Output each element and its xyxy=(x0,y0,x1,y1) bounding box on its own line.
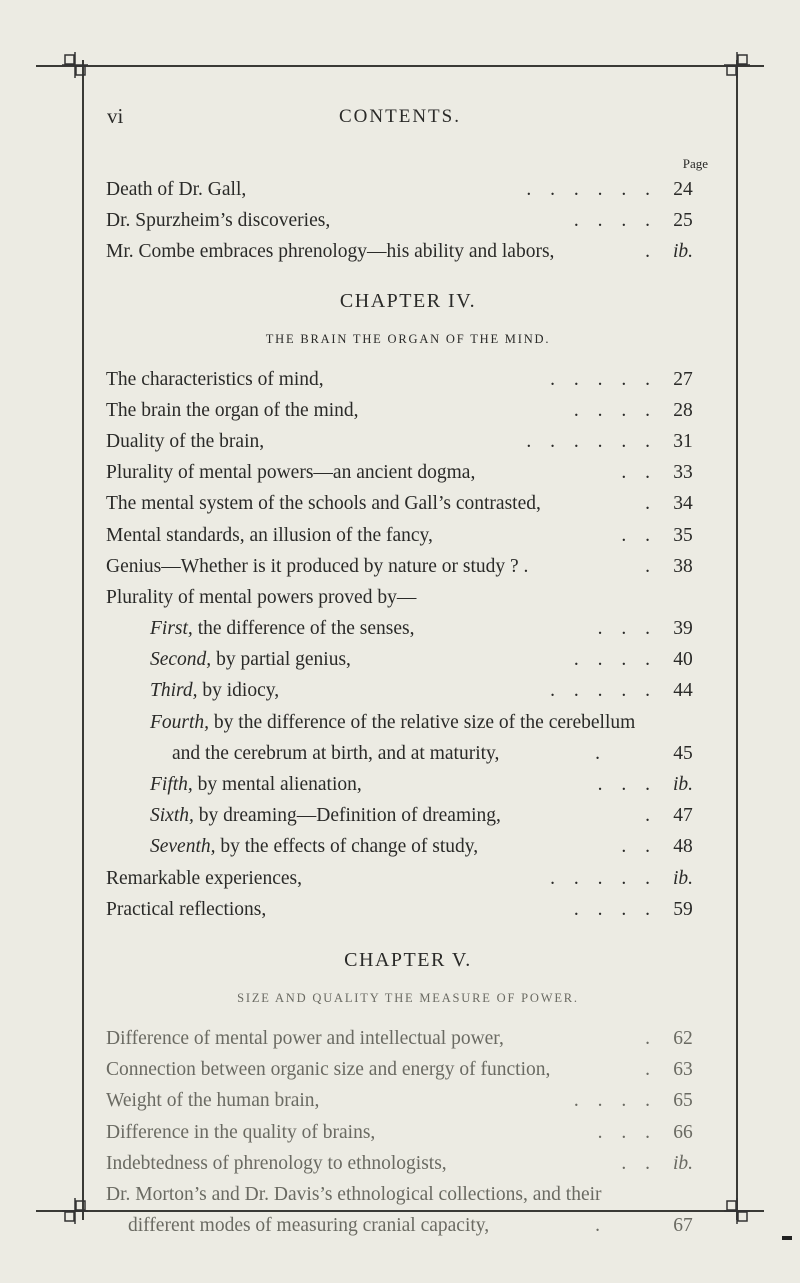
toc-entry-page: 27 xyxy=(673,368,693,390)
toc-entry xyxy=(106,863,710,894)
toc-entry-leader-dots: . xyxy=(645,1027,650,1049)
chapter-4-sub-entries xyxy=(106,613,710,707)
top-entries xyxy=(106,174,710,268)
toc-entry-page: 65 xyxy=(673,1090,693,1112)
toc-entry-text: Connection between organic size and energy of function, xyxy=(106,1059,551,1081)
toc-entry-leader-dots: . . . . xyxy=(573,1090,650,1112)
chapter-4-tail-entries xyxy=(106,863,710,925)
toc-entry-leader-dots: . . . xyxy=(597,1121,650,1143)
toc-entry xyxy=(106,205,710,236)
toc-entry-lead: Fifth, xyxy=(150,774,193,795)
contents-list xyxy=(106,156,710,1241)
toc-entry-text: Difference of mental power and intellectual power, xyxy=(106,1027,504,1049)
toc-entry-page: 33 xyxy=(673,462,693,484)
toc-entry-leader-dots: . . . . . xyxy=(550,680,650,702)
toc-entry-text: The brain the organ of the mind, xyxy=(106,399,359,421)
toc-entry xyxy=(106,457,710,488)
toc-entry xyxy=(106,831,710,862)
toc-entry-lead: Sixth, xyxy=(150,805,194,827)
toc-entry-text: Death of Dr. Gall, xyxy=(106,179,247,200)
toc-entry-title: by the effects of change of study, xyxy=(215,836,479,858)
toc-entry-text: The characteristics of mind, xyxy=(106,368,324,390)
running-head: CONTENTS. xyxy=(339,106,461,127)
toc-entry-leader-dots: . . . xyxy=(597,618,650,640)
toc-entry-page: ib. xyxy=(672,241,694,263)
toc-entry-leader-dots: . . xyxy=(621,1152,650,1174)
toc-entry-page: 66 xyxy=(673,1121,693,1143)
toc-entry-text: Genius—Whether is it produced by nature or study ? . xyxy=(106,555,529,577)
page-header xyxy=(0,104,800,134)
toc-entry xyxy=(106,894,710,925)
toc-entry-title: the difference of the senses, xyxy=(192,618,415,640)
chapter-4-subtitle: THE BRAIN THE ORGAN OF THE MIND. xyxy=(265,331,551,346)
toc-entry xyxy=(106,1023,710,1054)
toc-entry-leader-dots: . . . . xyxy=(573,898,650,920)
toc-entry-title: by dreaming—Definition of dreaming, xyxy=(193,805,501,827)
toc-entry xyxy=(106,520,710,551)
toc-entry-text: Remarkable experiences, xyxy=(106,867,302,889)
toc-entry-page: 62 xyxy=(673,1027,693,1049)
toc-entry-page: 44 xyxy=(673,680,693,702)
toc-entry-leader-dots: . . . xyxy=(597,774,650,795)
toc-entry-lead: Third, xyxy=(150,680,198,702)
page-edge-mark xyxy=(782,1236,792,1240)
toc-entry-page: 25 xyxy=(673,210,693,232)
top-right-ornament-icon xyxy=(724,52,750,78)
toc-entry-leader-dots: . . . . . xyxy=(550,368,650,390)
page-number: vi xyxy=(107,104,124,128)
toc-entry-lead: First, xyxy=(150,618,193,640)
toc-entry-text: Practical reflections, xyxy=(106,898,267,920)
toc-entry-text: Indebtedness of phrenology to ethnologists, xyxy=(106,1152,447,1174)
toc-entry xyxy=(106,1085,710,1116)
toc-entry xyxy=(106,551,710,582)
chapter-4-sub-entries-2 xyxy=(106,769,710,863)
chapter-5-entries xyxy=(106,1023,710,1179)
toc-entry-page: 59 xyxy=(673,898,693,920)
toc-entry xyxy=(106,1148,710,1179)
toc-entry-leader-dots: . xyxy=(645,241,650,263)
toc-entry xyxy=(106,236,710,267)
toc-entry-leader-dots: . xyxy=(645,1059,650,1081)
toc-entry-text: Weight of the human brain, xyxy=(106,1090,320,1112)
top-border-rule xyxy=(36,65,764,67)
toc-entry-page: 31 xyxy=(673,430,693,452)
chapter-5-subtitle: SIZE AND QUALITY THE MEASURE OF POWER. xyxy=(237,990,579,1005)
toc-entry-page: 63 xyxy=(673,1059,693,1081)
toc-entry xyxy=(106,1117,710,1148)
toc-entry-title: by partial genius, xyxy=(211,649,351,671)
toc-entry-leader-dots: . . . . xyxy=(573,210,650,232)
toc-entry xyxy=(106,644,710,675)
toc-entry xyxy=(106,395,710,426)
toc-entry-title: by idiocy, xyxy=(197,680,280,702)
bottom-left-ornament-icon xyxy=(62,1198,88,1224)
toc-entry-text: Plurality of mental powers—an ancient dogma, xyxy=(106,462,476,484)
toc-entry xyxy=(106,488,710,519)
toc-entry-text: Mr. Combe embraces phrenology—his ability and labors, xyxy=(106,241,555,263)
toc-entry-morton: Dr. Morton’s and Dr. Davis’s ethnological collections, and their different modes of measuring cranial capacity, . 67 xyxy=(106,1183,693,1237)
toc-entry-leader-dots: . . . . . . xyxy=(526,179,650,200)
toc-entry-leader-dots: . . xyxy=(621,462,650,484)
toc-entry-text: The mental system of the schools and Gall’s contrasted, xyxy=(106,493,541,515)
toc-entry-page: ib. xyxy=(672,867,694,889)
chapter-5-title: CHAPTER V. xyxy=(344,948,472,971)
toc-entry-page: 47 xyxy=(673,805,693,827)
toc-entry-text: Duality of the brain, xyxy=(106,430,265,452)
toc-entry-lead: Seventh, xyxy=(150,836,216,858)
toc-entry-leader-dots: . xyxy=(645,805,650,827)
left-border-rule xyxy=(82,60,84,1220)
toc-entry-leader-dots: . . xyxy=(621,836,650,858)
toc-entry xyxy=(106,675,710,706)
toc-entry-text: Mental standards, an illusion of the fancy, xyxy=(106,524,433,546)
toc-entry xyxy=(106,769,710,800)
page-column-label: Page xyxy=(682,156,708,171)
toc-entry-fourth: Fourth, by the difference of the relative size of the cerebellum and the cerebrum at birth, and at maturity, . 45 xyxy=(150,711,693,764)
toc-entry-leader-dots: . . . . xyxy=(573,649,650,671)
toc-entry-page: 24 xyxy=(673,179,693,200)
plurality-heading: Plurality of mental powers proved by— xyxy=(106,586,417,608)
toc-entry-page: ib. xyxy=(672,774,694,795)
chapter-4-title: CHAPTER IV. xyxy=(339,289,477,312)
toc-entry-page: 28 xyxy=(673,399,693,421)
top-left-ornament-icon xyxy=(62,52,88,78)
toc-entry-page: 39 xyxy=(673,618,693,640)
chapter-4-entries xyxy=(106,364,710,582)
toc-entry-page: ib. xyxy=(672,1152,694,1174)
toc-entry-title: by mental alienation, xyxy=(192,774,362,795)
toc-entry-page: 48 xyxy=(673,836,693,858)
toc-entry xyxy=(106,174,710,205)
toc-entry-leader-dots: . . . . xyxy=(573,399,650,421)
bottom-right-ornament-icon xyxy=(724,1198,750,1224)
toc-entry-leader-dots: . . xyxy=(621,524,650,546)
toc-entry xyxy=(106,364,710,395)
toc-entry-leader-dots: . . . . . xyxy=(550,867,650,889)
toc-entry xyxy=(106,1054,710,1085)
toc-entry-page: 34 xyxy=(673,493,693,515)
toc-entry-text: Difference in the quality of brains, xyxy=(106,1121,376,1143)
toc-entry xyxy=(106,613,710,644)
toc-entry-page: 40 xyxy=(673,649,693,671)
toc-entry-lead: Second, xyxy=(150,649,212,671)
right-border-rule xyxy=(736,60,738,1220)
toc-entry-leader-dots: . xyxy=(645,555,650,577)
toc-entry-text: Dr. Spurzheim’s discoveries, xyxy=(106,210,331,232)
toc-entry-leader-dots: . . . . . . xyxy=(526,430,650,452)
toc-entry-leader-dots: . xyxy=(645,493,650,515)
toc-entry xyxy=(106,426,710,457)
toc-entry-page: 38 xyxy=(673,555,693,577)
toc-entry xyxy=(106,800,710,831)
toc-entry-page: 35 xyxy=(673,524,693,546)
